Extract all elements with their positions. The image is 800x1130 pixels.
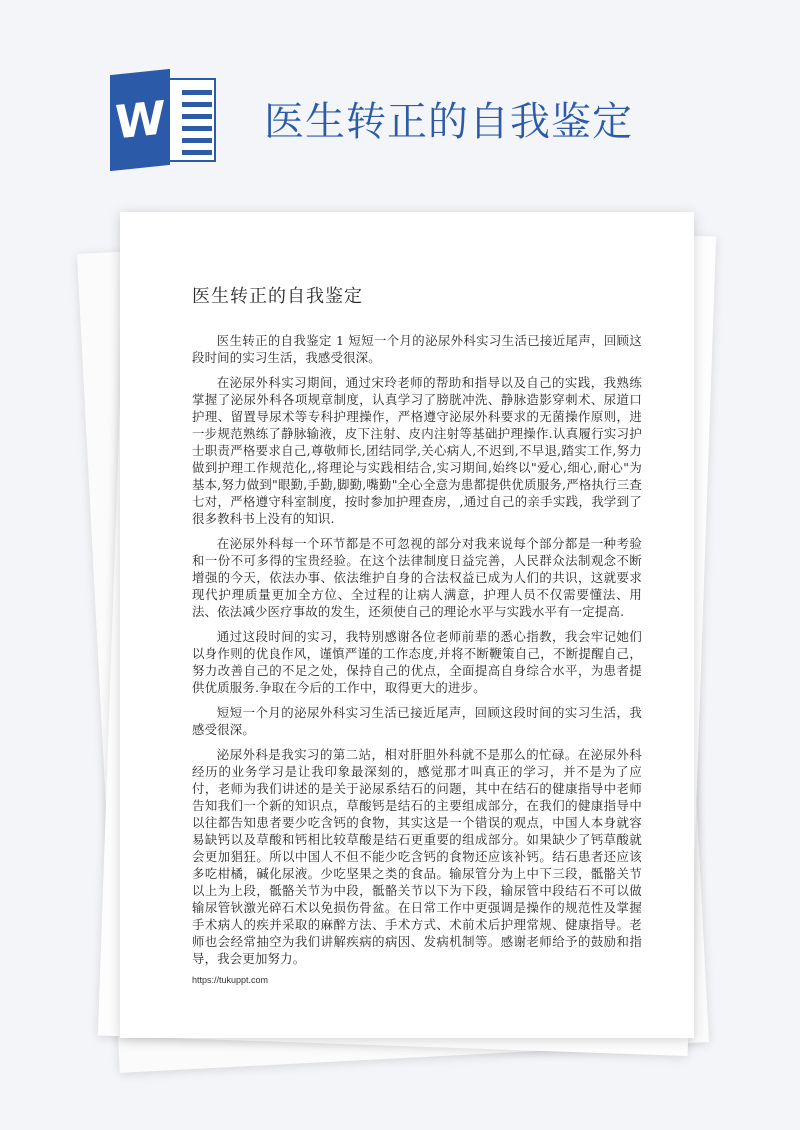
- paragraph: 在泌尿外科实习期间，通过宋玲老师的帮助和指导以及自己的实践，我熟练掌握了泌尿外科各项规章制度，认真学习了膀胱冲洗、静脉造影穿刺术、尿道口护理、留置导尿术等专科护理操作，严格遵守泌尿外科要求的无菌操作原则，进一步规范熟练了静脉输液，皮下注射、皮内注射等基础护理操作.认真履行实习护士职责严格要求自己,尊敬师长,团结同学,关心病人,不迟到,不早退,踏实工作,努力做到护理工作规范化,,将理论与实践相结合,实习期间,始终以"爱心,细心,耐心"为基本,努力做到"眼勤,手勤,脚勤,嘴勤"全心全意为患都提供优质服务,严格执行三查七对，严格遵守科室制度，按时参加护理查房，,通过自己的亲手实践，我学到了很多教科书上没有的知识.: [192, 375, 642, 526]
- footer-url: https://tukuppt.com: [192, 975, 269, 985]
- word-logo-badge: W: [110, 69, 170, 171]
- paragraph: 通过这段时间的实习，我特别感谢各位老师前辈的悉心指教，我会牢记她们以身作则的优良作风，谨慎严谨的工作态度,并将不断鞭策自己，不断提醒自己，努力改善自己的不足之处，保持自己的优点，全面提高自身综合水平，为患者提供优质服务.争取在今后的工作中，取得更大的进步。: [192, 629, 642, 695]
- document-content: [192, 282, 642, 985]
- banner-title: 医生转正的自我鉴定: [264, 99, 633, 145]
- paragraph: 泌尿外科是我实习的第二站，相对肝胆外科就不是那么的忙碌。在泌尿外科经历的业务学习是让我印象最深刻的，感觉那才叫真正的学习，并不是为了应付，老师为我们讲述的是关于泌尿系结石的问题，其中在结石的健康指导中老师告知我们一个新的知识点，草酸钙是结石的主要组成部分，在我们的健康指导中以往都告知患者要少吃含钙的食物，其实这是一个错误的观点，中国人本身就容易缺钙以及草酸和钙相比较草酸是结石更重要的组成部分。如果缺少了钙草酸就会更加猖狂。所以中国人不但不能少吃含钙的食物还应该补钙。结石患者还应该多吃柑橘，碱化尿液。少吃坚果之类的食品。输尿管分为上中下三段，骶骼关节以上为上段，骶骼关节为中段，骶骼关节以下为下段，输尿管中段结石不可以做输尿管钬激光碎石术以免损伤骨盆。在日常工作中更强调是操作的规范性及掌握手术病人的疾并采取的麻醉方法、手术方式、术前术后护理常规、健康指导。老师也会经常抽空为我们讲解疾病的病因、发病机制等。感谢老师给予的鼓励和指导，我会更加努力。: [192, 747, 642, 966]
- document-title: 医生转正的自我鉴定: [192, 286, 363, 307]
- document-page: [120, 212, 694, 1038]
- paragraph: 医生转正的自我鉴定 1 短短一个月的泌尿外科实习生活已接近尾声，回顾这段时间的实习生活，我感受很深。: [192, 333, 642, 365]
- banner-header: [0, 0, 800, 210]
- paragraph: 在泌尿外科每一个环节都是不可忽视的部分对我来说每个部分都是一种考验和一份不可多得的宝贵经验。在这个法律制度日益完善，人民群众法制观念不断增强的今天，依法办事、依法维护自身的合法权益已成为人们的共识，这就要求现代护理质量更加全方位、全过程的让病人满意，护理人员不仅需要懂法、用法、依法减少医疗事故的发生，还须使自己的理论水平与实践水平有一定提高.: [192, 536, 642, 619]
- word-document-icon: [110, 72, 218, 168]
- paragraph: 短短一个月的泌尿外科实习生活已接近尾声，回顾这段时间的实习生活，我感受很深。: [192, 705, 642, 737]
